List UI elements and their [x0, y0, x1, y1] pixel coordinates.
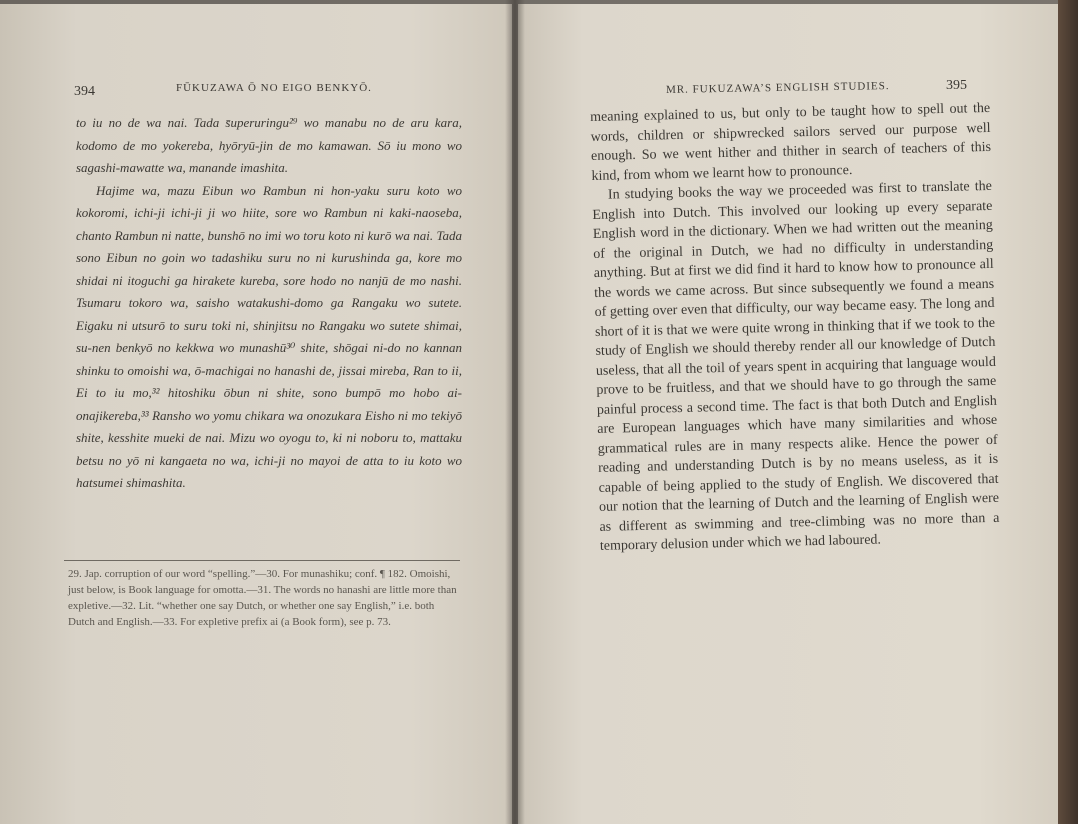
- right-page: [518, 4, 1058, 824]
- page-number: 395: [946, 78, 967, 93]
- left-body-text: [76, 112, 462, 495]
- paragraph: to iu no de wa nai. Tada s̄uperuringu²⁹ wo manabu no de aru kara, kodomo de mo yokereba, hyōryū-jin de mo kamawan. Sō iu mono wo sagashi-mawatte wa, manande imashita.: [76, 115, 462, 175]
- page-number: 394: [74, 84, 95, 99]
- footnote-rule: [64, 560, 460, 561]
- left-page: [0, 4, 512, 824]
- book-cover-edge: [1058, 0, 1078, 824]
- footnotes: 29. Jap. corruption of our word “spelling.”—30. For munashiku; conf. ¶ 182. Omoishi, just below, is Book language for omotta.—31. The words no hanashi are little more than expletive.—32. Lit. “whether one say Dutch, or whether one say English,” i.e. both Dutch and English.—33. For expletive prefix ai (a Book form), see p. 73.: [68, 568, 457, 628]
- right-body-text: [590, 99, 1000, 556]
- paragraph: meaning explained to us, but only to be taught how to spell out the words, children or shipwrecked sailors served our purpose well enough. So we went hither and thither in search of teachers of this kind, from whom we learnt how to pronounce.: [590, 100, 992, 184]
- book-gutter: [505, 0, 525, 824]
- paragraph: In studying books the way we proceeded was first to translate the English into Dutch. This involved our looking up every separate English word in the dictionary. When we had written out the meaning of the original in Dutch, we had no difficulty in understanding anything. But at first we did find it hard to know how to pronounce all the words we came across. But since subsequently we found a means of getting over even that difficulty, our way became easy. The long and short of it is that we were quite wrong in thinking that if we took to the study of English we should thereby render all our knowledge of Dutch useless, that all the toil of years spent in acquiring that language would prove to be fruitless, and that we should have to go through the same painful process a second time. The fact is that both Dutch and English are European languages which have many similarities and whose grammatical rules are in many respects alike. Hence the power of reading and understanding Dutch is by no means useless, as it is capable of being applied to the study of English. We discovered that our notion that the learning of Dutch and the learning of English were as different as swimming and tree-climbing was no more than a temporary delusion under which we had laboured.: [592, 178, 1000, 554]
- running-head: FŪKUZAWA Ō NO EIGO BENKYŌ.: [176, 82, 372, 94]
- paragraph: Hajime wa, mazu Eibun wo Rambun ni hon-yaku suru koto wo kokoromi, ichi-ji ichi-ji ji wo hiite, sore wo Rambun ni kaki-naoseba, chanto Rambun ni natte, bunshō no imi wo toru koto ni kurō wa nai. Tada sono Eibun no goin wo tadashiku suru no ni kurushinda ga, kore mo shidai ni itoguchi ga hirakete kureba, sore hodo no nanjū de mo nashi. Tsumaru tokoro wa, saisho watakushi-domo ga Rangaku wo sutete. Eigaku ni utsurō to suru toki ni, shinjitsu no Rangaku wo sutete shimai, su-nen benkyō no kekkwa wo munashū³⁰ shite, shōgai ni-do no kannan shinku to omoishi wa, ō-machigai no hanashi de, jissai mireba, Ran to ii, Ei to iu mo,³² hitoshiku ōbun ni shite, sono bumpō mo hobo ai-onajikereba,³³ Ransho wo yomu chikara wa onozukara Eisho ni mo tekiyō shite, kesshite mueki de nai. Mizu wo oyogu to, ki ni noboru to, mattaku betsu no yō ni kangaeta no wa, ichi-ji no mayoi de atta to iu koto wo hatsumei shimashita.: [76, 182, 462, 490]
- running-head: MR. FUKUZAWA’S ENGLISH STUDIES.: [665, 80, 890, 96]
